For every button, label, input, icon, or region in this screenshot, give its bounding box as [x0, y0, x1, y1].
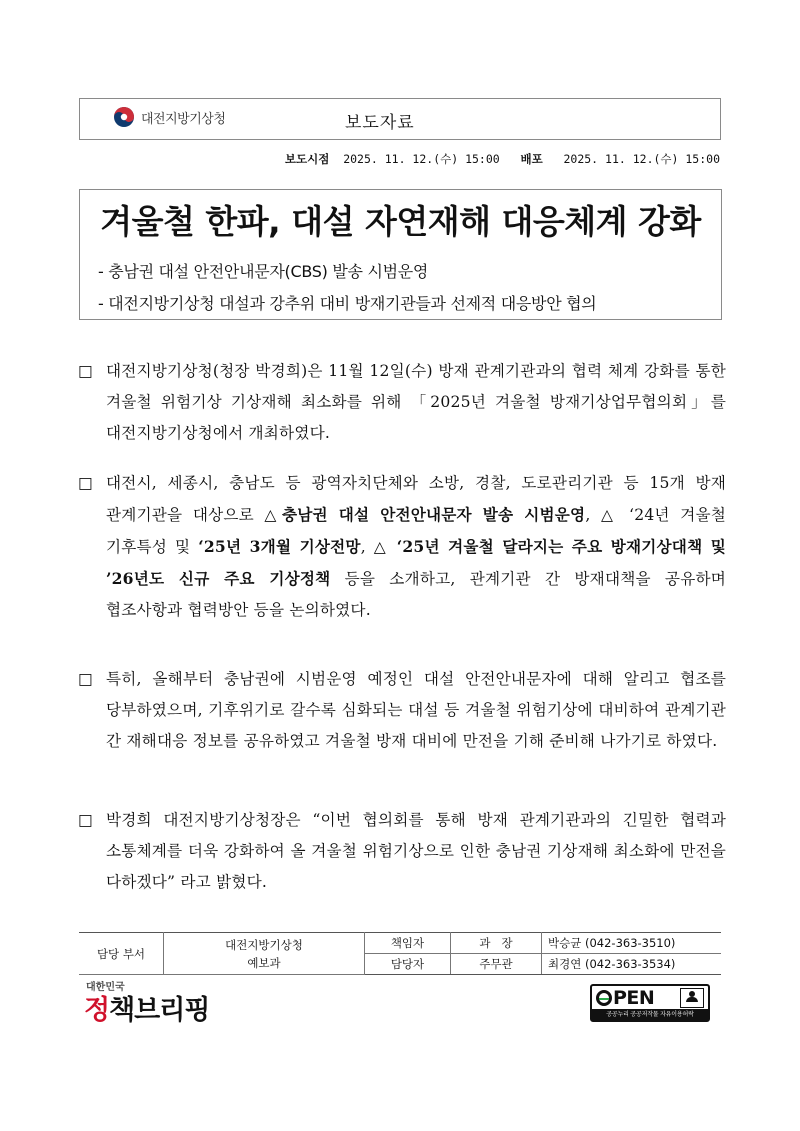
- text-segment: 대전시, 세종시, 충남도 등 광역자치단체와 소방, 경찰, 도로관리기관 등 15개 방재 관계기관을 대상으로 △: [106, 474, 726, 524]
- open-o-icon: [596, 990, 612, 1006]
- doc-type-title: 보도자료: [345, 113, 415, 133]
- distribution-value: 2025. 11. 12.(수) 15:00: [563, 152, 720, 166]
- paragraph-text: 대전지방기상청(청장 박경희)은 11월 12일(수) 방재 관계기관과의 협력 체계 강화를 통한 겨울철 위험기상 기상재해 최소화를 위해 「2025년 겨울철 방재기상업무협의회」를 대전지방기상청에서 개최하였다.: [106, 362, 726, 442]
- policy-briefing-logo: [84, 988, 209, 1027]
- distribution-label: 배포: [520, 152, 543, 166]
- paragraph-text: 박경희 대전지방기상청장은 “이번 협의회를 통해 방재 관계기관과의 긴밀한 협력과 소통체계를 더욱 강화하여 올 겨울철 위험기상으로 인한 충남권 기상재해 최소화에 만전을 다하겠다” 라고 밝혔다.: [106, 811, 726, 891]
- contact-table: [79, 932, 721, 975]
- dept-name: [164, 933, 365, 975]
- subtitle-1: - 충남권 대설 안전안내문자(CBS) 발송 시범운영: [98, 262, 429, 281]
- checkbox-bullet: □: [78, 474, 93, 492]
- brand-first-char: 정: [84, 995, 110, 1026]
- dept-label: 담당 부서: [79, 933, 164, 975]
- person-cell: 최경연 (042-363-3534): [542, 954, 722, 975]
- headline: 겨울철 한파, 대설 자연재해 대응체계 강화: [100, 202, 701, 241]
- org-name: 대전지방기상청: [141, 111, 226, 127]
- brand-small-text: 대한민국: [86, 982, 125, 993]
- bold-segment: ‘25년 3개월 기상전망: [198, 537, 361, 556]
- org-logo: [113, 106, 225, 128]
- paragraph-3: [78, 664, 726, 757]
- open-label: PEN: [613, 987, 655, 1009]
- bold-segment: 충남권 대설 안전안내문자 발송 시범운영: [281, 505, 586, 524]
- paragraph-1: [78, 356, 726, 449]
- paragraph-text: 특히, 올해부터 충남권에 시범운영 예정인 대설 안전안내문자에 대해 알리고 협조를 당부하였으며, 기후위기로 갈수록 심화되는 대설 등 겨울철 위험기상에 대비하여 관계기관 간 재해대응 정보를 공유하였고 겨울철 방재 대비에 만전을 기해 준비해 나가기로 하였다.: [106, 670, 726, 750]
- dept-line-2: 예보과: [247, 955, 281, 970]
- role-cell: 책임자: [365, 933, 451, 954]
- taegeuk-logo-icon: [113, 106, 135, 128]
- person-cell: 박승균 (042-363-3510): [542, 933, 722, 954]
- text-segment: 등을 소개하고, 관계기관 간 방재대책을 공유하며 협조사항과 협력방안 등을 논의하였다.: [106, 570, 726, 619]
- text-segment: , △ ‘24년 겨울철 기후특성 및: [106, 506, 726, 556]
- bold-segment: ‘25년 겨울철 달라지는 주요 방재기상대책 및 ’26년도 신규 주요 기상정책: [106, 537, 727, 588]
- paragraph-2: [78, 468, 726, 626]
- title-cell: 주무관: [451, 954, 542, 975]
- checkbox-bullet: □: [78, 362, 93, 380]
- subtitle-2: - 대전지방기상청 대설과 강추위 대비 방재기관들과 선제적 대응방안 협의: [98, 294, 597, 313]
- brand-rest: 책브리핑: [109, 995, 210, 1026]
- text-segment: , △: [360, 538, 397, 556]
- attribution-person-icon: [680, 988, 704, 1008]
- open-license-badge: [590, 984, 710, 1022]
- paragraph-text: [106, 468, 726, 626]
- role-cell: 담당자: [365, 954, 451, 975]
- paragraph-4: [78, 805, 726, 898]
- open-license-text: 공공누리 공공저작물 자유이용허락: [592, 1009, 708, 1020]
- open-logo: [596, 987, 654, 1009]
- dept-line-1: 대전지방기상청: [225, 937, 303, 952]
- report-time-label: 보도시점: [284, 152, 330, 166]
- checkbox-bullet: □: [78, 811, 93, 829]
- checkbox-bullet: □: [78, 670, 93, 688]
- release-timing: [285, 151, 720, 167]
- title-cell: 과 장: [451, 933, 542, 954]
- report-time-value: 2025. 11. 12.(수) 15:00: [343, 152, 500, 166]
